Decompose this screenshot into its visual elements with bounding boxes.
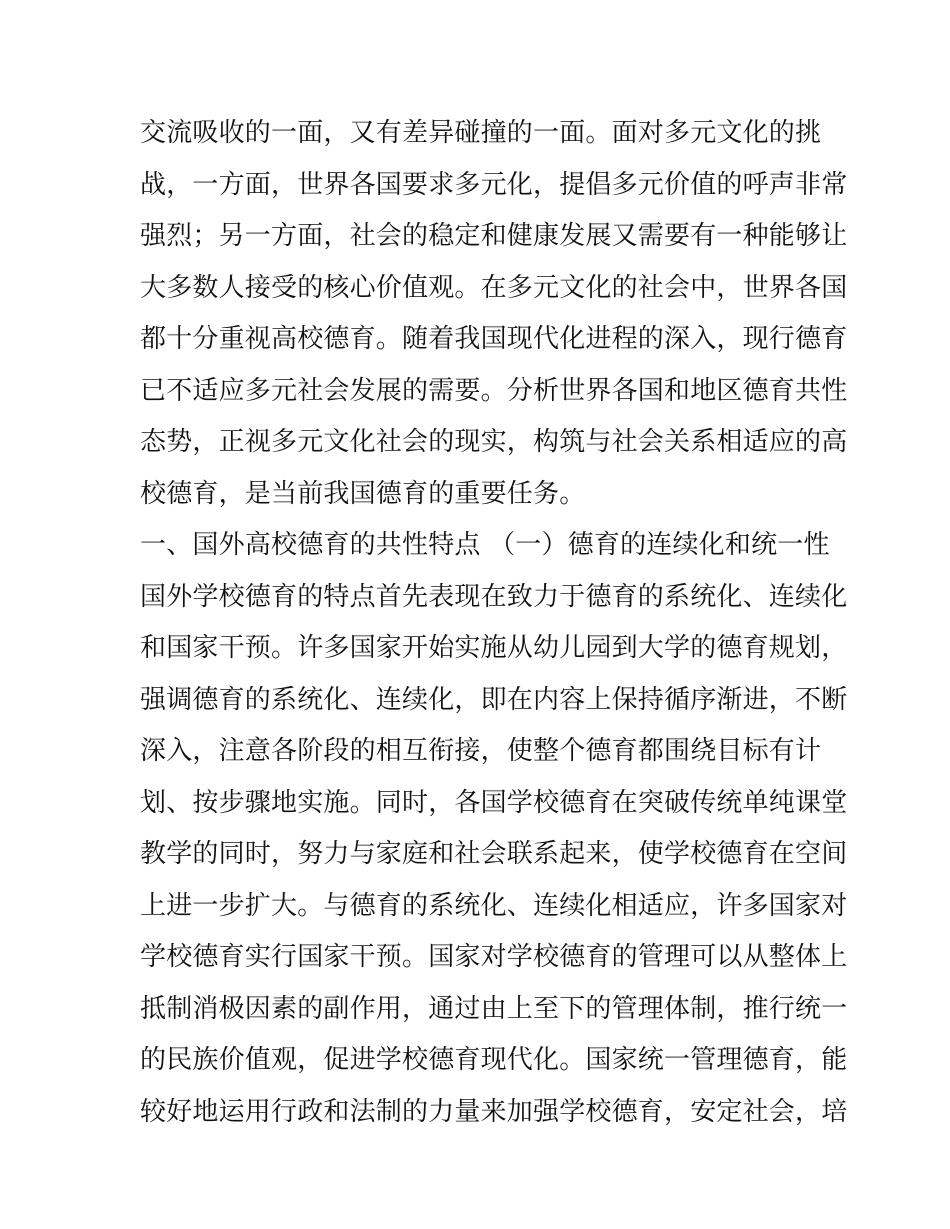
text-line: 战，一方面，世界各国要求多元化，提倡多元价值的呼声非常 <box>140 169 848 200</box>
text-line: 学校德育实行国家干预。国家对学校德育的管理可以从整体上 <box>140 942 848 972</box>
section-heading-line: 一、国外高校德育的共性特点 （一）德育的连续化和统一性 <box>140 530 830 560</box>
text-line: 抵制消极因素的副作用，通过由上至下的管理体制，推行统一 <box>140 993 848 1024</box>
text-line: 态势，正视多元文化社会的现实，构筑与社会关系相适应的高 <box>140 427 848 457</box>
text-line: 较好地运用行政和法制的力量来加强学校德育，安定社会，培 <box>140 1096 848 1127</box>
text-line: 大多数人接受的核心价值观。在多元文化的社会中，世界各国 <box>140 272 848 303</box>
text-line: 深入，注意各阶段的相互衔接，使整个德育都围绕目标有计 <box>140 736 822 766</box>
text-line: 交流吸收的一面，又有差异碰撞的一面。面对多元文化的挑 <box>140 118 822 148</box>
text-line: 上进一步扩大。与德育的系统化、连续化相适应，许多国家对 <box>140 890 848 921</box>
text-line: 校德育，是当前我国德育的重要任务。 <box>140 478 586 509</box>
text-line: 教学的同时，努力与家庭和社会联系起来，使学校德育在空间 <box>140 839 848 869</box>
text-line: 国外学校德育的特点首先表现在致力于德育的系统化、连续化 <box>140 581 848 612</box>
text-line: 的民族价值观，促进学校德育现代化。国家统一管理德育，能 <box>140 1045 848 1075</box>
text-line: 划、按步骤地实施。同时，各国学校德育在突破传统单纯课堂 <box>140 787 848 818</box>
body-text <box>140 108 848 1138</box>
text-line: 强调德育的系统化、连续化，即在内容上保持循序渐进，不断 <box>140 684 848 715</box>
text-line: 已不适应多元社会发展的需要。分析世界各国和地区德育共性 <box>140 375 848 406</box>
text-line: 和国家干预。许多国家开始实施从幼儿园到大学的德育规划， <box>140 633 848 663</box>
text-line: 强烈；另一方面，社会的稳定和健康发展又需要有一种能够让 <box>140 221 848 251</box>
text-line: 都十分重视高校德育。随着我国现代化进程的深入，现行德育 <box>140 324 848 354</box>
